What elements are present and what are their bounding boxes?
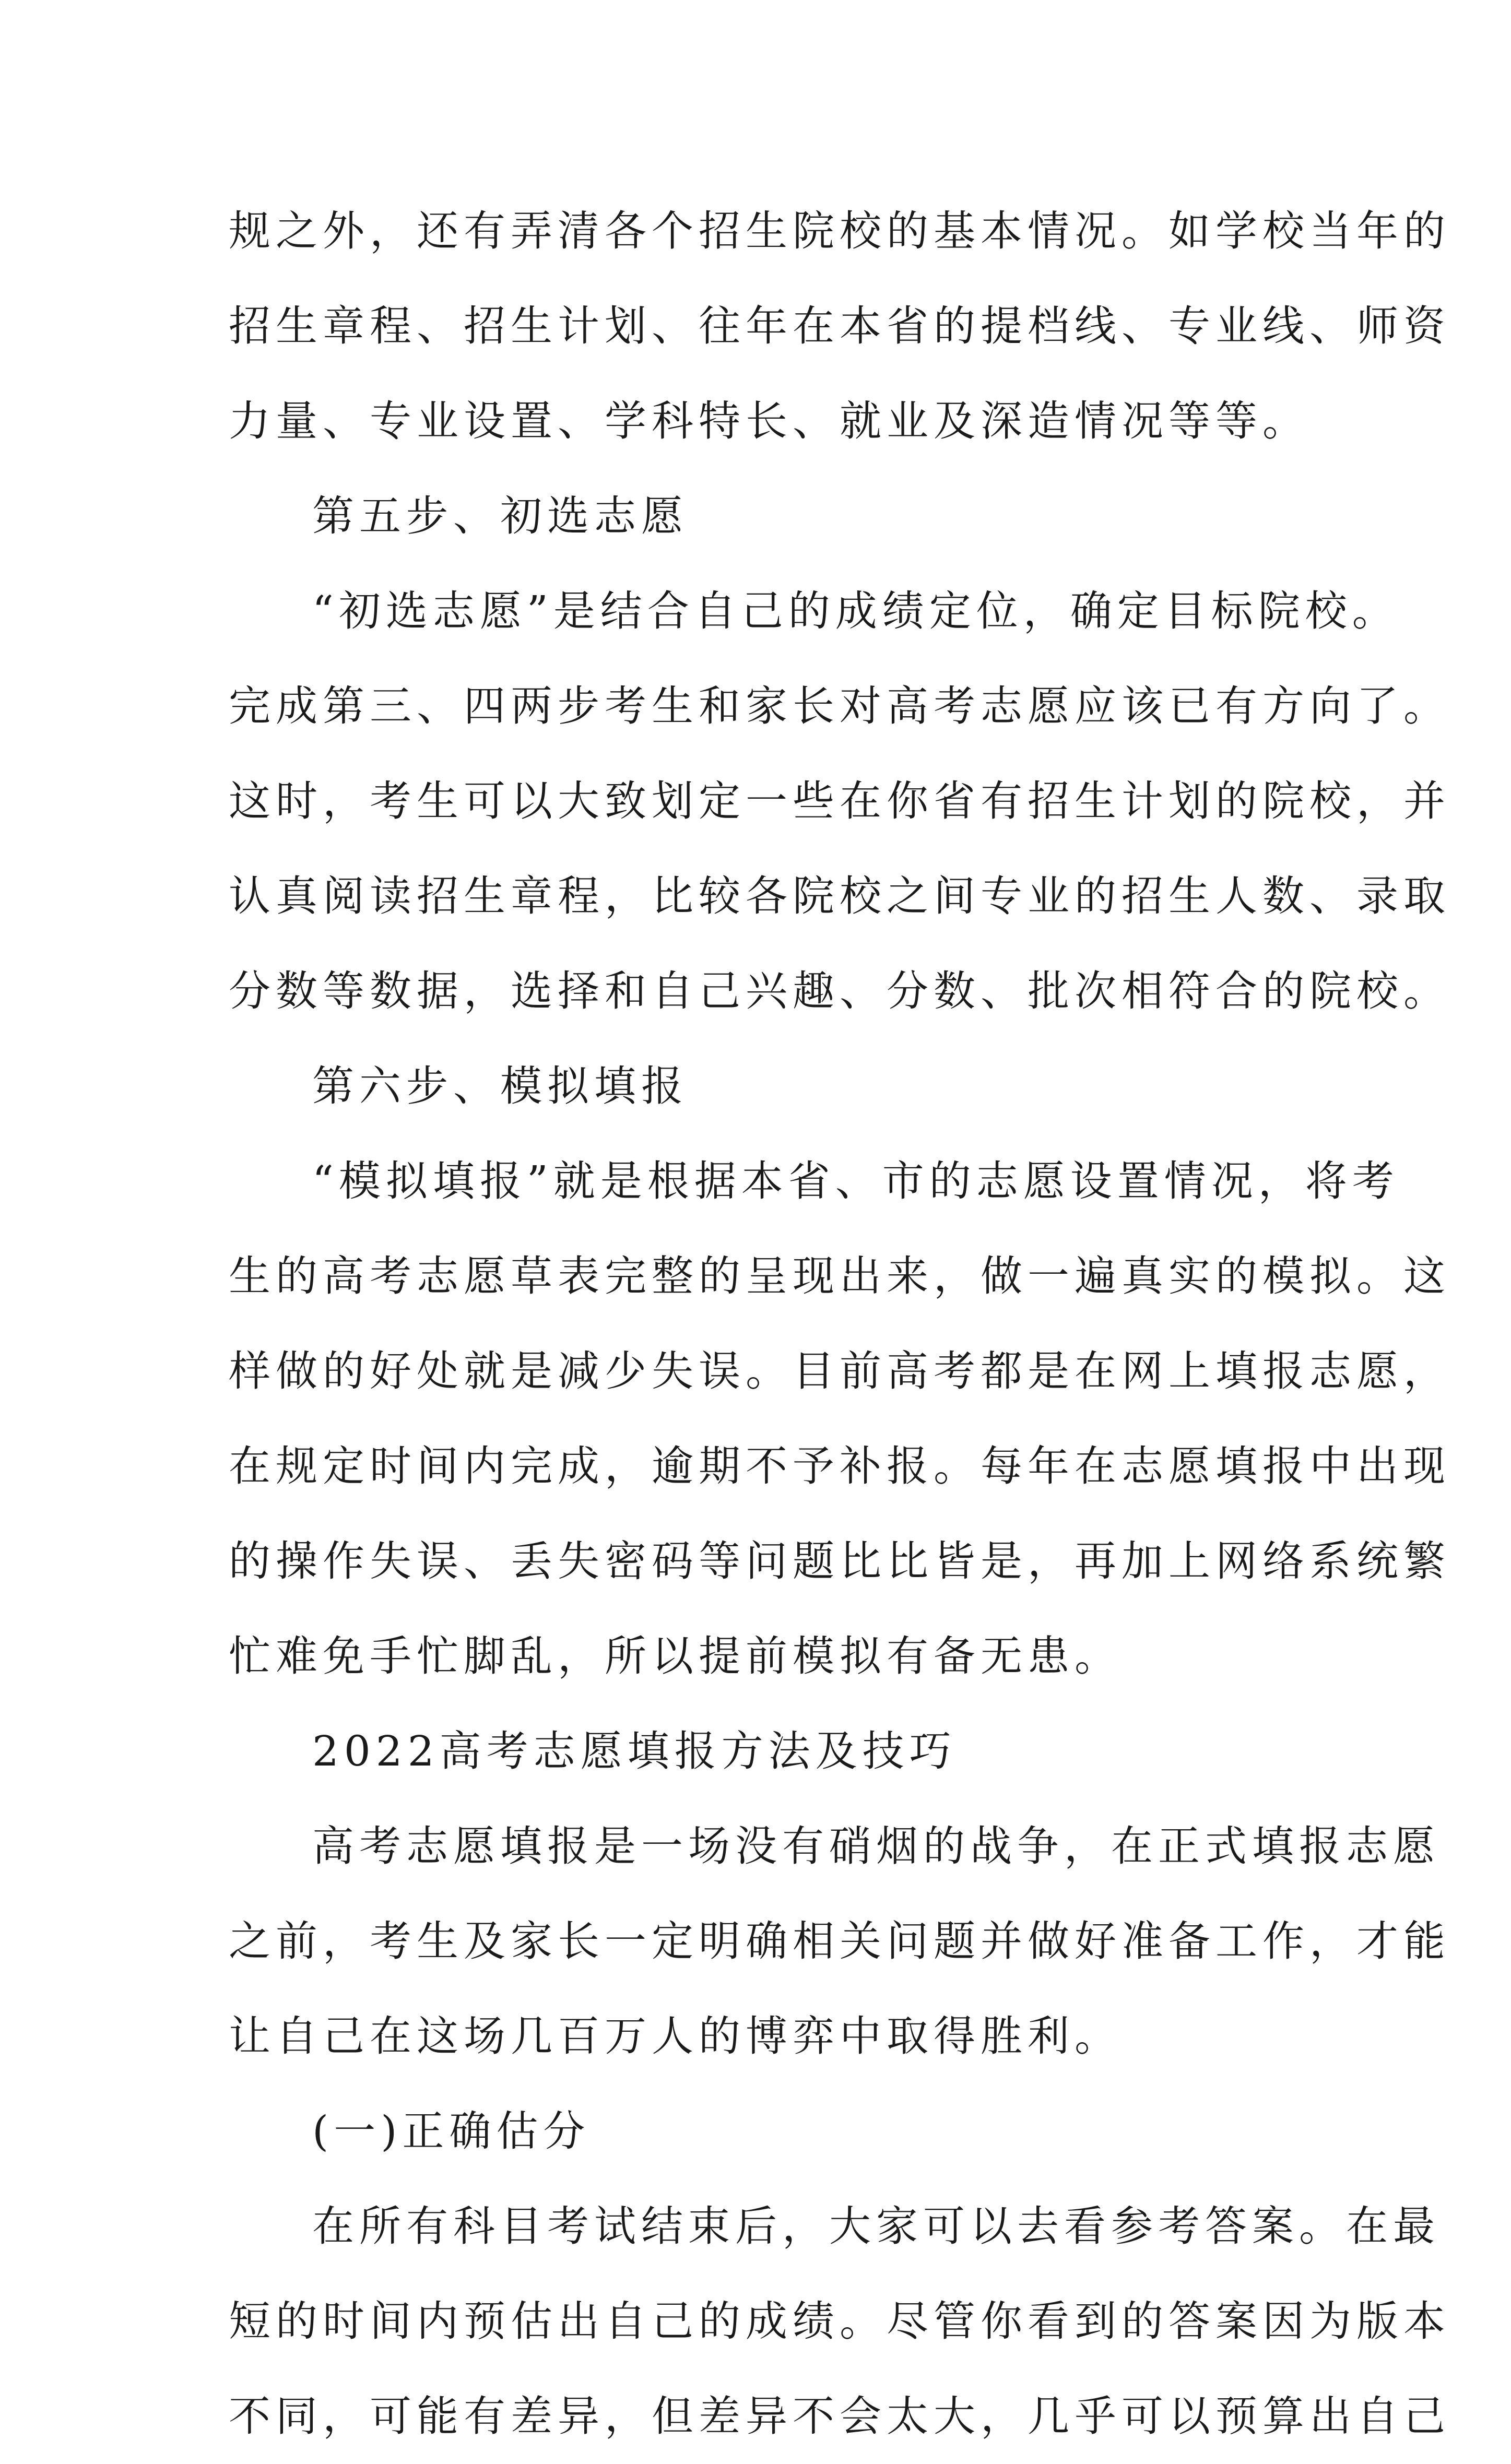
text-line: 力量、专业设置、学科特长、就业及深造情况等等。	[229, 397, 1309, 445]
text-line: 的操作失误、丢失密码等问题比比皆是，再加上网络系统繁	[229, 1537, 1450, 1585]
text-line: 完成第三、四两步考生和家长对高考志愿应该已有方向了。	[229, 682, 1450, 730]
text-line: 第五步、初选志愿	[312, 492, 688, 540]
text-line: 2022高考志愿填报方法及技巧	[312, 1727, 957, 1775]
text-line: 规之外，还有弄清各个招生院校的基本情况。如学校当年的	[229, 207, 1450, 255]
text-line: “初选志愿”是结合自己的成绩定位，确定目标院校。	[312, 587, 1399, 635]
text-line: 样做的好处就是减少失误。目前高考都是在网上填报志愿，	[229, 1347, 1450, 1395]
text-line: 招生章程、招生计划、往年在本省的提档线、专业线、师资	[229, 302, 1450, 350]
text-line: 认真阅读招生章程，比较各院校之间专业的招生人数、录取	[229, 872, 1450, 920]
text-line: 在所有科目考试结束后，大家可以去看参考答案。在最	[312, 2202, 1440, 2250]
text-line: 忙难免手忙脚乱，所以提前模拟有备无患。	[229, 1632, 1122, 1680]
text-line: 不同，可能有差异，但差异不会太大，几乎可以预算出自己	[229, 2392, 1450, 2441]
text-line: 让自己在这场几百万人的博弈中取得胜利。	[229, 2012, 1122, 2060]
text-line: 生的高考志愿草表完整的呈现出来，做一遍真实的模拟。这	[229, 1252, 1450, 1300]
text-line: 短的时间内预估出自己的成绩。尽管你看到的答案因为版本	[229, 2297, 1450, 2345]
text-line: 这时，考生可以大致划定一些在你省有招生计划的院校，并	[229, 777, 1450, 825]
text-line: “模拟填报”就是根据本省、市的志愿设置情况，将考	[312, 1157, 1399, 1205]
document-body	[229, 184, 1450, 2464]
text-line: 之前，考生及家长一定明确相关问题并做好准备工作，才能	[229, 1917, 1450, 1965]
text-line: 在规定时间内完成，逾期不予补报。每年在志愿填报中出现	[229, 1442, 1450, 1490]
text-line: (一)正确估分	[312, 2107, 591, 2155]
text-line: 第六步、模拟填报	[312, 1062, 688, 1110]
text-line: 分数等数据，选择和自己兴趣、分数、批次相符合的院校。	[229, 967, 1450, 1015]
text-line: 高考志愿填报是一场没有硝烟的战争，在正式填报志愿	[312, 1822, 1440, 1870]
